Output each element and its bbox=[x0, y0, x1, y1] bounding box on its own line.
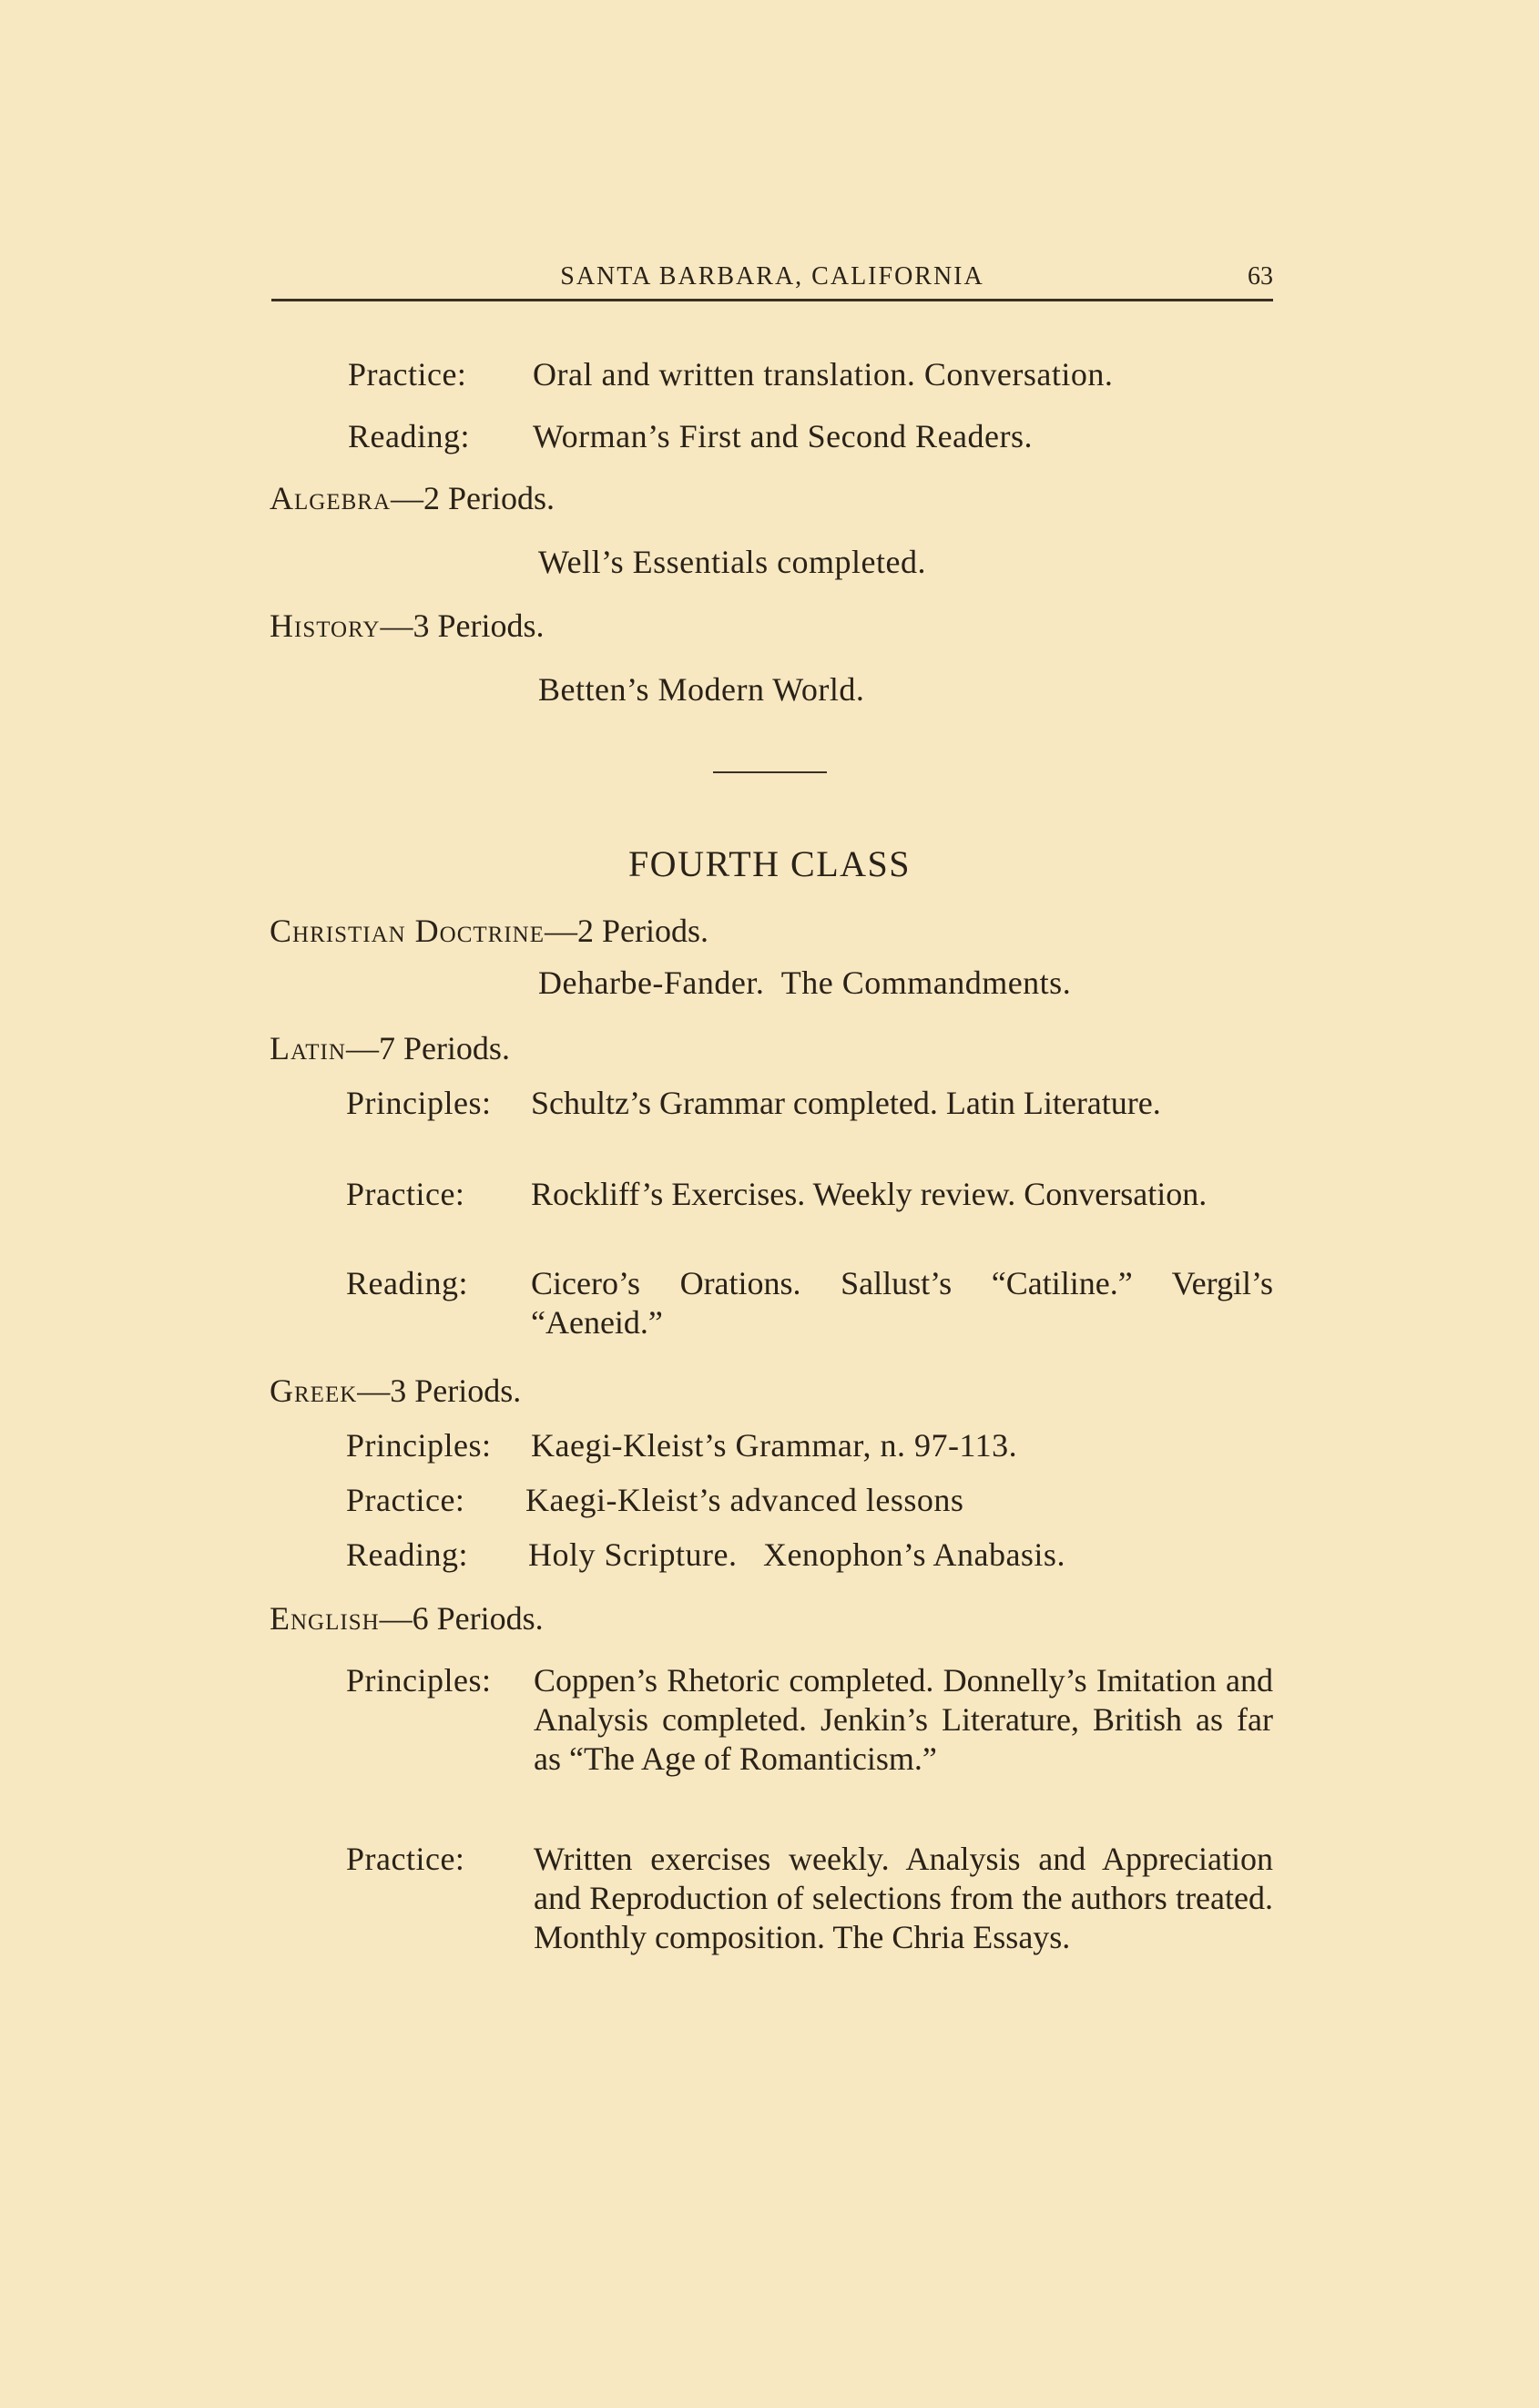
algebra-subject: Algebra bbox=[270, 480, 391, 516]
running-title: SANTA BARBARA, CALIFORNIA bbox=[560, 262, 984, 291]
english-principles-text: Coppen’s Rhetoric completed. Donnelly’s Imitation and Analysis completed. Jenkin’s Literature, British as far as “The Age of Romanticism.” bbox=[534, 1662, 1273, 1777]
history-periods: —3 Periods. bbox=[380, 607, 545, 644]
english-practice-label: Practice: bbox=[346, 1841, 465, 1877]
practice-label: Practice: bbox=[348, 356, 467, 393]
history-text: Betten’s Modern World. bbox=[538, 671, 865, 708]
algebra-heading bbox=[270, 479, 555, 517]
english-subject: English bbox=[270, 1600, 380, 1637]
english-practice-text: Written exercises weekly. Analysis and Appreciation and Reproduction of selections from the authors treated. Monthly composition. The Chria Essays. bbox=[534, 1841, 1273, 1955]
latin-practice-label: Practice: bbox=[346, 1176, 465, 1212]
algebra-text: Well’s Essentials completed. bbox=[538, 544, 927, 580]
section-divider bbox=[713, 771, 827, 773]
greek-practice-label: Practice: bbox=[346, 1482, 465, 1518]
greek-periods: —3 Periods. bbox=[357, 1372, 522, 1409]
english-heading bbox=[270, 1599, 544, 1638]
history-heading bbox=[270, 607, 544, 645]
reading-text: Worman’s First and Second Readers. bbox=[533, 418, 1034, 454]
greek-practice-text: Kaegi-Kleist’s advanced lessons bbox=[525, 1482, 964, 1518]
reading-label: Reading: bbox=[348, 418, 470, 454]
greek-reading-label: Reading: bbox=[346, 1536, 468, 1573]
latin-reading-text: Cicero’s Orations. Sallust’s “Catiline.” Vergil’s “Aeneid.” bbox=[531, 1265, 1273, 1341]
latin-heading bbox=[270, 1029, 510, 1067]
doctrine-heading bbox=[270, 912, 708, 950]
latin-reading-label: Reading: bbox=[346, 1265, 468, 1301]
greek-heading bbox=[270, 1372, 521, 1410]
doctrine-periods: —2 Periods. bbox=[545, 913, 708, 949]
latin-principles-text: Schultz’s Grammar completed. Latin Literature. bbox=[531, 1085, 1161, 1121]
history-subject: History bbox=[270, 607, 381, 644]
doctrine-subject: Christian Doctrine bbox=[270, 913, 545, 949]
latin-periods: —7 Periods. bbox=[345, 1030, 510, 1066]
fourth-class-title: FOURTH CLASS bbox=[627, 843, 912, 884]
english-periods: —6 Periods. bbox=[379, 1600, 544, 1637]
english-principles-label: Principles: bbox=[346, 1662, 492, 1699]
doctrine-text: Deharbe-Fander. The Commandments. bbox=[538, 964, 1072, 1001]
header-rule bbox=[271, 299, 1273, 301]
page-number: 63 bbox=[1248, 262, 1273, 291]
latin-practice-text: Rockliff’s Exercises. Weekly review. Conversation. bbox=[531, 1176, 1208, 1212]
algebra-periods: —2 Periods. bbox=[391, 480, 555, 516]
latin-principles-label: Principles: bbox=[346, 1085, 492, 1121]
running-header bbox=[271, 255, 1273, 304]
latin-subject: Latin bbox=[270, 1030, 346, 1066]
greek-reading-text: Holy Scripture. Xenophon’s Anabasis. bbox=[528, 1536, 1065, 1573]
greek-subject: Greek bbox=[270, 1372, 358, 1409]
greek-principles-text: Kaegi-Kleist’s Grammar, n. 97-113. bbox=[531, 1427, 1018, 1464]
greek-principles-label: Principles: bbox=[346, 1427, 492, 1464]
practice-text: Oral and written translation. Conversation. bbox=[533, 356, 1114, 393]
